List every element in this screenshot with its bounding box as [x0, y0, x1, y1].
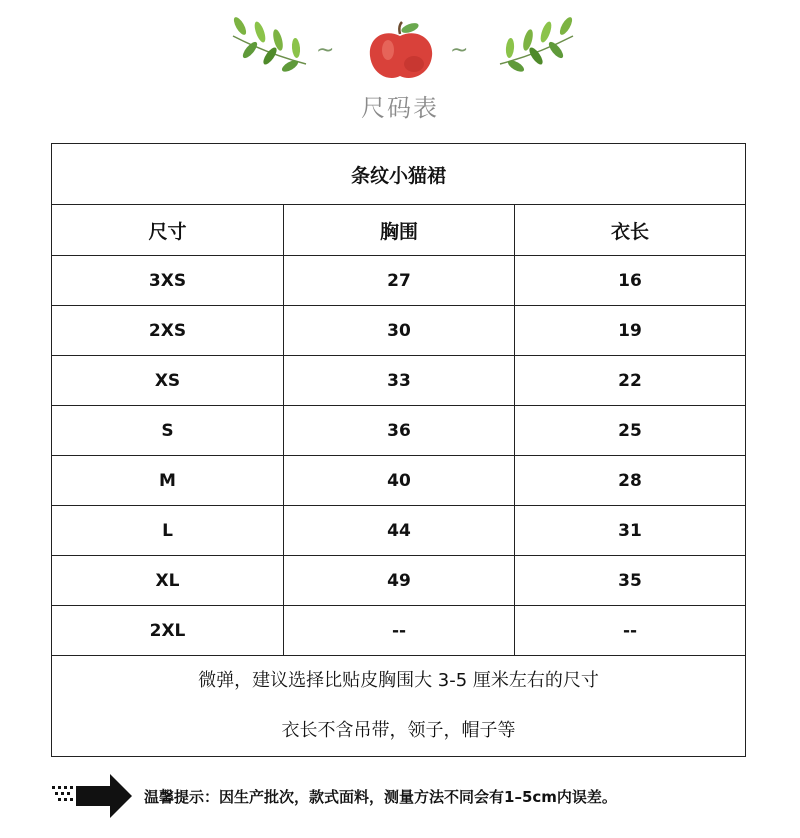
arrow-right-icon	[50, 772, 136, 820]
table-row	[52, 356, 746, 406]
size-cell: 2XL	[52, 606, 284, 656]
table-row	[52, 306, 746, 356]
chest-cell: --	[284, 606, 515, 656]
leaf-branch-icon	[228, 14, 308, 74]
column-header-length: 衣长	[515, 205, 746, 256]
length-cell: 25	[515, 406, 746, 456]
size-cell: XL	[52, 556, 284, 606]
size-table	[51, 143, 746, 757]
table-row	[52, 256, 746, 306]
chest-cell: 33	[284, 356, 515, 406]
table-row	[52, 406, 746, 456]
size-cell: XS	[52, 356, 284, 406]
table-row	[52, 456, 746, 506]
table-row	[52, 506, 746, 556]
page-title: 尺码表	[361, 94, 439, 122]
column-header-size: 尺寸	[52, 205, 284, 256]
length-cell: 31	[515, 506, 746, 556]
length-cell: 19	[515, 306, 746, 356]
chest-cell: 27	[284, 256, 515, 306]
size-cell: M	[52, 456, 284, 506]
apple-icon	[366, 20, 436, 84]
chest-cell: 49	[284, 556, 515, 606]
length-cell: 22	[515, 356, 746, 406]
chest-cell: 30	[284, 306, 515, 356]
chest-cell: 36	[284, 406, 515, 456]
column-header-chest: 胸围	[284, 205, 515, 256]
length-cell: --	[515, 606, 746, 656]
length-cell: 35	[515, 556, 746, 606]
tilde-left: ~	[316, 38, 335, 63]
table-note-row	[52, 656, 746, 757]
tilde-right: ~	[450, 38, 469, 63]
length-cell: 28	[515, 456, 746, 506]
header	[0, 0, 800, 130]
size-cell: 2XS	[52, 306, 284, 356]
table-row	[52, 606, 746, 656]
tip-banner	[50, 772, 790, 822]
size-cell: 3XS	[52, 256, 284, 306]
note-line: 微弹，建议选择比贴皮胸围大 3-5 厘米左右的尺寸	[198, 670, 599, 691]
table-header-row	[52, 205, 746, 256]
table-row	[52, 556, 746, 606]
table-note	[52, 656, 746, 757]
table-title-row	[52, 144, 746, 205]
table-title: 条纹小猫裙	[52, 144, 746, 205]
size-cell: L	[52, 506, 284, 556]
chest-cell: 44	[284, 506, 515, 556]
leaf-branch-icon	[498, 14, 578, 74]
length-cell: 16	[515, 256, 746, 306]
size-cell: S	[52, 406, 284, 456]
tip-text: 温馨提示：因生产批次，款式面料，测量方法不同会有1–5cm内误差。	[144, 788, 617, 806]
note-line: 衣长不含吊带，领子，帽子等	[281, 720, 516, 741]
chest-cell: 40	[284, 456, 515, 506]
